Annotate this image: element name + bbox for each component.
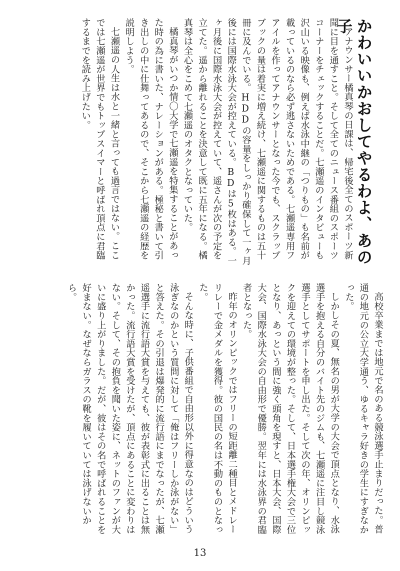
paragraph: アナウンサー橘真琴の日課は、帰宅後全てのスポーツ新聞に目を通すこと。そして全てのニュース番組のスポーツコーナーをチェックすることだ。七瀬遥のインタビューも沢山いる映像も、例えば水泳中継の「つりもの」も名前が載っているのなら必ず逃さないためである。七瀬遥専用フアイルを作ってアナウンサーとなった今でも、スクラップブックの量は着実に増え続け、七瀬遥に関するものは五十冊に及んでいる。HDDの容量をしっかり確保して一ヶ月後には国際水泳大会が控えている。BDは5枚はある。一ヶ月後に国際水泳大会が控えていて、遥さんが次の予定を立てた。遥から離れることを決意して既に五年になる。橘真琴は全心をこめて七瀬遥のオタクとなっていた。 <box>181 18 353 266</box>
top-text-block <box>36 18 354 267</box>
paragraph: 昨年のオリンピックではフリーの短距離二種目とメドレーリレーで金メダルを獲得。彼の国民の名は不動のものとなった。 <box>196 283 238 535</box>
paragraph: 高校卒業までは地元で名のある競泳選手止まりだった。普通の地元の公立大学通う、ゆるキャラ好きの学生にすぎなかった。 <box>342 283 383 535</box>
paragraph: 七瀬遥の人生は水と一緒と言っても過言ではない。ここでは七瀬遥が世界でもトップスイマーと呼ばれ頂点に君臨するまでを読み上げたい。 <box>79 18 120 260</box>
bottom-text-block <box>36 283 384 535</box>
paragraph: 橘真琴がいつか情〇大学で七瀬遥を特集することがあった時の為に書いた、ナレーションがある。極秘と書いて引き出しの中に仕舞ってあるので、そこから七瀬遥の経歴を説明しよう。 <box>123 18 178 260</box>
chapter-title: かわいいかおしてやるわよ、あの子 <box>334 18 373 266</box>
page-number: 13 <box>193 548 207 559</box>
paragraph: しかしその夏、無名の男が大学の大会で頂点となり、水泳選手を抱える自分のバイト先のジムも、七瀬遥に注目し競泳選手としてサポートを申し出た。そして次の年、オリンピックを迎えての環境が整った。そして、日本選手権大会で三位となり、あっという間に強く頭角を現すと、日本大会、国際大会、国際水泳大会の自由形で優勝。翌年には水泳界の君臨者となった。 <box>240 283 340 535</box>
paragraph: そんな時に、子供番組で自由形以外に得意なのはどういう泳ぎなのかという質問に対して「俺はフリーしか泳がない」と答えた。その引退は爆発的に流行語にまでなったが、七瀬遥選手に流行語大賞を与えても、彼が表彰式に出ることは無かった。流行語大賞を受けたが、頂点にあることに変わりはない。そして、その抱負を聞いた姿に、ネットのファンが大いに盛り上がりました。だが、彼はその名で呼ばれることを好まない。なぜならガラスの靴を履いていては泳げないから。 <box>65 283 194 535</box>
